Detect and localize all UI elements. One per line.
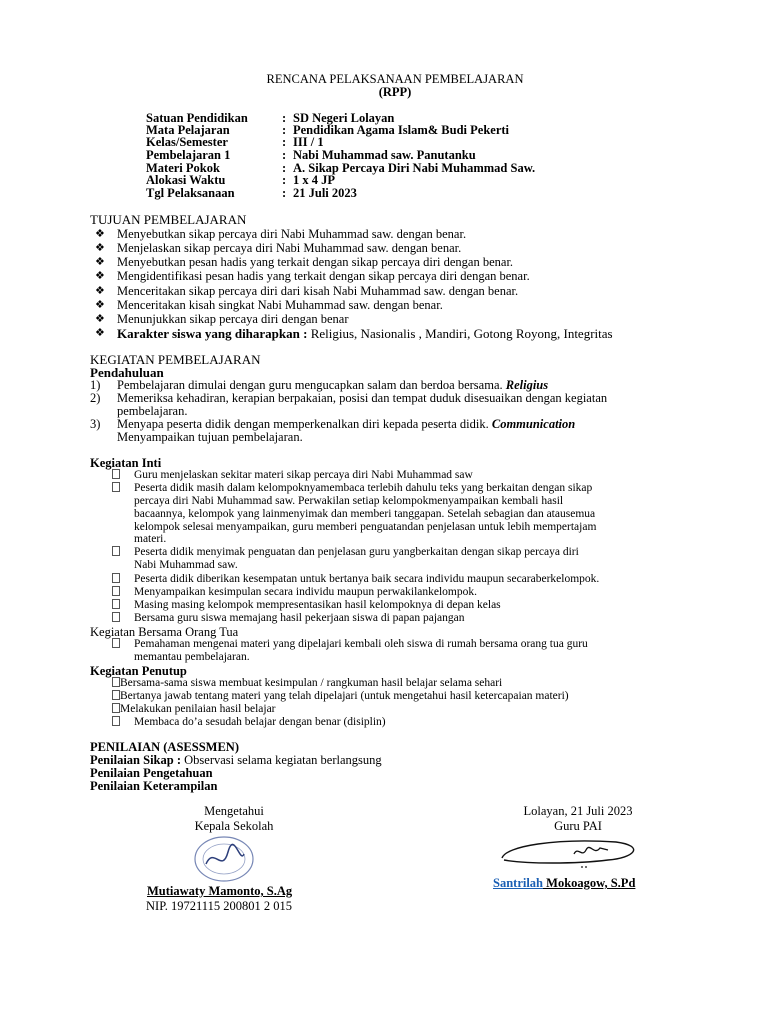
identity-value: SD Negeri Lolayan	[293, 111, 395, 125]
identity-value: 21 Juli 2023	[293, 186, 357, 200]
list-item	[112, 703, 276, 715]
diamond-bullet-icon: ❖	[95, 285, 105, 297]
item-text: Peserta didik masih dalam kelompoknyamembaca terlebih dahulu teks yang berkaitan dengan sikap	[134, 482, 593, 494]
item-text: kelompok selesai menyampaikan, guru memberi penguatandan penjelasan untuk lebih mempertajam	[134, 521, 597, 533]
item-number: 1)	[90, 378, 101, 392]
item-text: Membaca do’a sesudah belajar dengan benar (disiplin)	[134, 716, 386, 728]
checkbox-icon	[112, 703, 120, 713]
item-number: 2)	[90, 391, 101, 405]
school-stamp	[192, 834, 256, 884]
penilaian-sikap-label: Penilaian Sikap :	[90, 753, 181, 767]
identity-label: Kelas/Semester	[146, 135, 228, 149]
item-text: Bertanya jawab tentang materi yang telah dipelajari (untuk mengetahui hasil ketercapaian materi)	[120, 690, 569, 702]
item-text: Peserta didik diberikan kesempatan untuk bertanya baik secara individu maupun secaraberkelompok.	[134, 573, 600, 585]
identity-value: A. Sikap Percaya Diri Nabi Muhammad Saw.	[293, 161, 536, 175]
signature-left-line2: Kepala Sekolah	[194, 819, 274, 833]
item-text: Masing masing kelompok mempresentasikan hasil kelompoknya di depan kelas	[134, 599, 501, 611]
list-item-text: Menunjukkan sikap percaya diri dengan benar	[117, 312, 349, 326]
document-title: RENCANA PELAKSANAAN PEMBELAJARAN	[266, 72, 524, 86]
penilaian-sikap-value: Observasi selama kegiatan berlangsung	[181, 753, 382, 767]
identity-colon: :	[282, 173, 287, 187]
penilaian-keterampilan: Penilaian Keterampilan	[90, 779, 218, 793]
identity-label: Alokasi Waktu	[146, 173, 226, 187]
identity-colon: :	[282, 148, 287, 162]
list-item-text: Mengidentifikasi pesan hadis yang terkait dengan sikap percaya diri dengan benar.	[117, 269, 530, 283]
penutup-heading: Kegiatan Penutup	[90, 664, 187, 678]
identity-label: Mata Pelajaran	[146, 123, 230, 137]
penilaian-pengetahuan: Penilaian Pengetahuan	[90, 766, 213, 780]
item-text: bacaannya, kelompok yang lainmenyimak dan memberi tanggapan. Setelah sebagian dan atausemua	[134, 508, 596, 520]
list-item-text: Menyebutkan pesan hadis yang terkait dengan sikap percaya diri dengan benar.	[117, 255, 514, 269]
checkbox-icon	[112, 469, 120, 481]
identity-value: Nabi Muhammad saw. Panutanku	[293, 148, 476, 162]
item-text: Menyampaikan tujuan pembelajaran.	[117, 430, 303, 444]
kegiatan-heading: KEGIATAN PEMBELAJARAN	[90, 352, 261, 367]
item-text: Memeriksa kehadiran, kerapian berpakaian, posisi dan tempat duduk disesuaikan dengan kegiatan	[117, 391, 608, 405]
signature-left-nip: NIP. 19721115 200801 2 015	[146, 899, 292, 913]
item-text: Pemahaman mengenai materi yang dipelajari kembali oleh siswa di rumah bersama orang tua guru	[134, 638, 588, 650]
identity-colon: :	[282, 161, 287, 175]
list-item-text: Menyebutkan sikap percaya diri Nabi Muhammad saw. dengan benar.	[117, 227, 467, 241]
item-text: percaya diri Nabi Muhammad saw. Perwakilan setiap kelompokmenyampaikan kembali hasil	[134, 495, 564, 507]
inti-heading: Kegiatan Inti	[90, 456, 162, 470]
karakter-value: Religius, Nasionalis , Mandiri, Gotong Royong, Integritas	[307, 326, 613, 341]
diamond-bullet-icon: ❖	[95, 242, 105, 254]
penilaian-heading: PENILAIAN (ASESSMEN)	[90, 740, 239, 754]
identity-label: Satuan Pendidikan	[146, 111, 248, 125]
item-text: Bersama guru siswa memajang hasil pekerjaan siswa di papan pajangan	[134, 612, 465, 624]
diamond-bullet-icon: ❖	[95, 313, 105, 325]
checkbox-icon	[112, 690, 120, 700]
identity-value: Pendidikan Agama Islam& Budi Pekerti	[293, 123, 509, 137]
character-tag: Religius	[505, 378, 549, 392]
signature-left-name: Mutiawaty Mamonto, S.Ag	[147, 884, 293, 898]
identity-colon: :	[282, 123, 287, 137]
identity-label: Materi Pokok	[146, 161, 220, 175]
pendahuluan-heading: Pendahuluan	[90, 365, 164, 380]
diamond-bullet-icon: ❖	[95, 256, 105, 268]
orang-tua-heading: Kegiatan Bersama Orang Tua	[90, 625, 239, 639]
signature-right-name-first: Santrilah	[493, 876, 544, 890]
checkbox-icon	[112, 612, 120, 624]
list-item	[112, 677, 502, 689]
checkbox-icon	[112, 716, 120, 728]
identity-label: Tgl Pelaksanaan	[146, 186, 235, 200]
checkbox-icon	[112, 599, 120, 611]
diamond-bullet-icon: ❖	[95, 270, 105, 282]
checkbox-icon	[112, 482, 120, 494]
item-text: pembelajaran.	[117, 404, 188, 418]
signature-right-name	[493, 876, 635, 891]
list-item-text: Menceritakan sikap percaya diri dari kisah Nabi Muhammad saw. dengan benar.	[117, 284, 519, 298]
item-text: Pembelajaran dimulai dengan guru mengucapkan salam dan berdoa bersama.	[117, 378, 506, 392]
item-text: Nabi Muhammad saw.	[134, 559, 238, 571]
signature-left-line1: Mengetahui	[204, 804, 264, 818]
list-item	[112, 690, 569, 702]
list-item-text: Menceritakan kisah singkat Nabi Muhammad saw. dengan benar.	[117, 298, 443, 312]
identity-value: III / 1	[293, 135, 324, 149]
checkbox-icon	[112, 638, 120, 650]
diamond-bullet-icon: ❖	[95, 327, 105, 339]
identity-label: Pembelajaran 1	[146, 148, 231, 162]
item-text: materi.	[134, 533, 167, 545]
handwritten-signature-icon	[496, 834, 642, 872]
identity-value: 1 x 4 JP	[293, 173, 336, 187]
checkbox-icon	[112, 546, 120, 558]
item-text: memantau pembelajaran.	[134, 651, 250, 663]
identity-colon: :	[282, 186, 287, 200]
checkbox-icon	[112, 586, 120, 598]
item-text: Peserta didik menyimak penguatan dan penjelasan guru yangberkaitan dengan sikap percaya diri	[134, 546, 579, 558]
item-text: Menyampaikan kesimpulan secara individu maupun perwakilankelompok.	[134, 586, 477, 598]
identity-colon: :	[282, 111, 287, 125]
tujuan-heading: TUJUAN PEMBELAJARAN	[90, 212, 247, 227]
signature-right-line1: Lolayan, 21 Juli 2023	[523, 804, 633, 818]
item-text: Melakukan penilaian hasil belajar	[120, 703, 276, 715]
item-number: 3)	[90, 417, 101, 431]
character-tag: Communication	[491, 417, 576, 431]
identity-colon: :	[282, 135, 287, 149]
signature-right-line2: Guru PAI	[554, 819, 602, 833]
document-subtitle: (RPP)	[378, 85, 412, 99]
item-text: Bersama-sama siswa membuat kesimpulan / rangkuman hasil belajar selama sehari	[120, 677, 503, 689]
item-text: Menyapa peserta didik dengan memperkenalkan diri kepada peserta didik.	[117, 417, 492, 431]
checkbox-icon	[112, 573, 120, 585]
item-text: Guru menjelaskan sekitar materi sikap percaya diri Nabi Muhammad saw	[134, 469, 473, 481]
diamond-bullet-icon: ❖	[95, 299, 105, 311]
signature-right-name-rest: Mokoagow, S.Pd	[543, 876, 636, 890]
diamond-bullet-icon: ❖	[95, 228, 105, 240]
karakter-label: Karakter siswa yang diharapkan :	[117, 326, 308, 341]
list-item-text: Menjelaskan sikap percaya diri Nabi Muhammad saw. dengan benar.	[117, 241, 462, 255]
checkbox-icon	[112, 677, 120, 687]
